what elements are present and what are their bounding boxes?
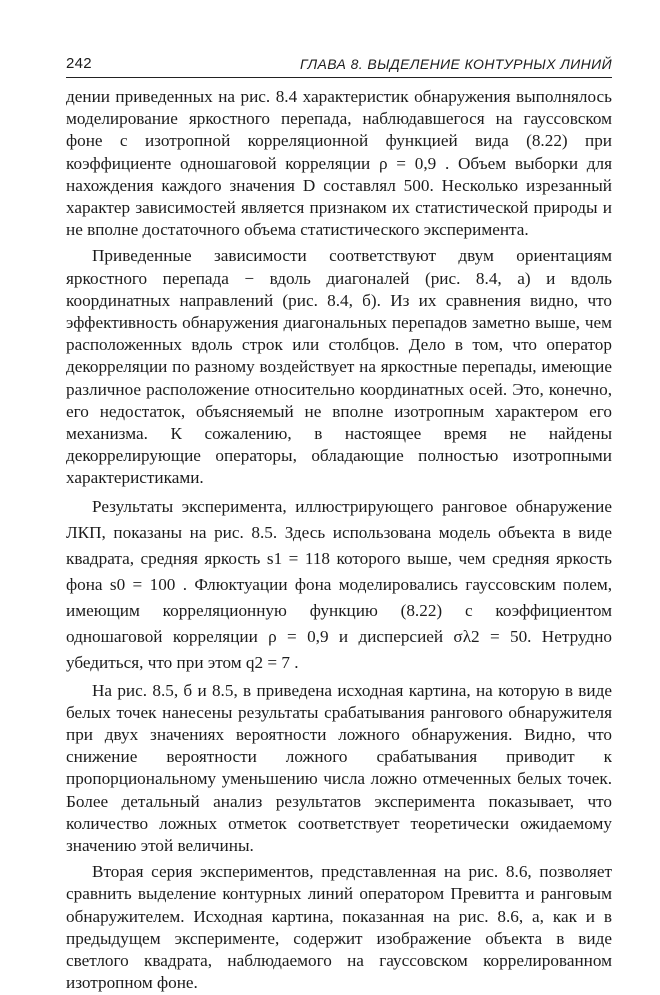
- paragraph: дении приведенных на рис. 8.4 характеристик обнаружения выполнялось моделирование яркостного перепада, наблюдавшегося на гауссовском фоне с изотропной корреляционной функцией вида (8.22) при коэффициенте одношаговой корреляции ρ = 0,9 . Объем выборки для нахождения каждого значения D составлял 500. Несколько изрезанный характер зависимостей является признаком их статистической природы и не вполне достаточного объема статистического эксперимента.: [66, 87, 612, 240]
- paragraph: Приведенные зависимости соответствуют двум ориентациям яркостного перепада − вдоль диагоналей (рис. 8.4, а) и вдоль координатных направлений (рис. 8.4, б). Из их сравнения видно, что эффективность обнаружения диагональных перепадов заметно выше, чем расположенных вдоль строк или столбцов. Дело в том, что оператор декорреляции по разному воздействует на яркостные перепады, имеющие различное расположение относительно координатных осей. Это, конечно, его недостаток, объясняемый не вполне изотропным характером его механизма. К сожалению, в настоящее время не найдены декоррелирующие операторы, обладающие полностью изотропными характеристиками.: [66, 246, 612, 488]
- paragraph: Вторая серия экспериментов, представленная на рис. 8.6, позволяет сравнить выделение контурных линий оператором Превитта и ранговым обнаружителем. Исходная картина, показанная на рис. 8.6, а, как и в предыдущем эксперименте, содержит изображение объекта в виде светлого квадрата, наблюдаемого на гауссовском коррелированном изотропном фоне.: [66, 862, 612, 993]
- page-header: [66, 50, 612, 78]
- page-number: 242: [66, 55, 92, 72]
- book-page: [66, 50, 612, 995]
- body-text: [66, 86, 612, 995]
- paragraph: На рис. 8.5, б и 8.5, в приведена исходная картина, на которую в виде белых точек нанесены результаты срабатывания рангового обнаружителя при двух значениях вероятности ложного обнаружения. Видно, что снижение вероятности ложного срабатывания приводит к пропорциональному уменьшению числа ложно отмеченных белых точек. Более детальный анализ результатов эксперимента показывает, что количество ложных отметок соответствует теоретически ожидаемому значению этой величины.: [66, 680, 612, 856]
- paragraph: Результаты эксперимента, иллюстрирующего ранговое обнаружение ЛКП, показаны на рис. 8.5. Здесь использована модель объекта в виде квадрата, средняя яркость s1 = 118 которого выше, чем средняя яркость фона s0 = 100 . Флюктуации фона моделировались гауссовским полем, имеющим корреляционную функцию (8.22) с коэффициентом одношаговой корреляции ρ = 0,9 и дисперсией σλ2 = 50. Нетрудно убедиться, что при этом q2 = 7 .: [66, 496, 612, 672]
- running-head: ГЛАВА 8. ВЫДЕЛЕНИЕ КОНТУРНЫХ ЛИНИЙ: [299, 56, 612, 72]
